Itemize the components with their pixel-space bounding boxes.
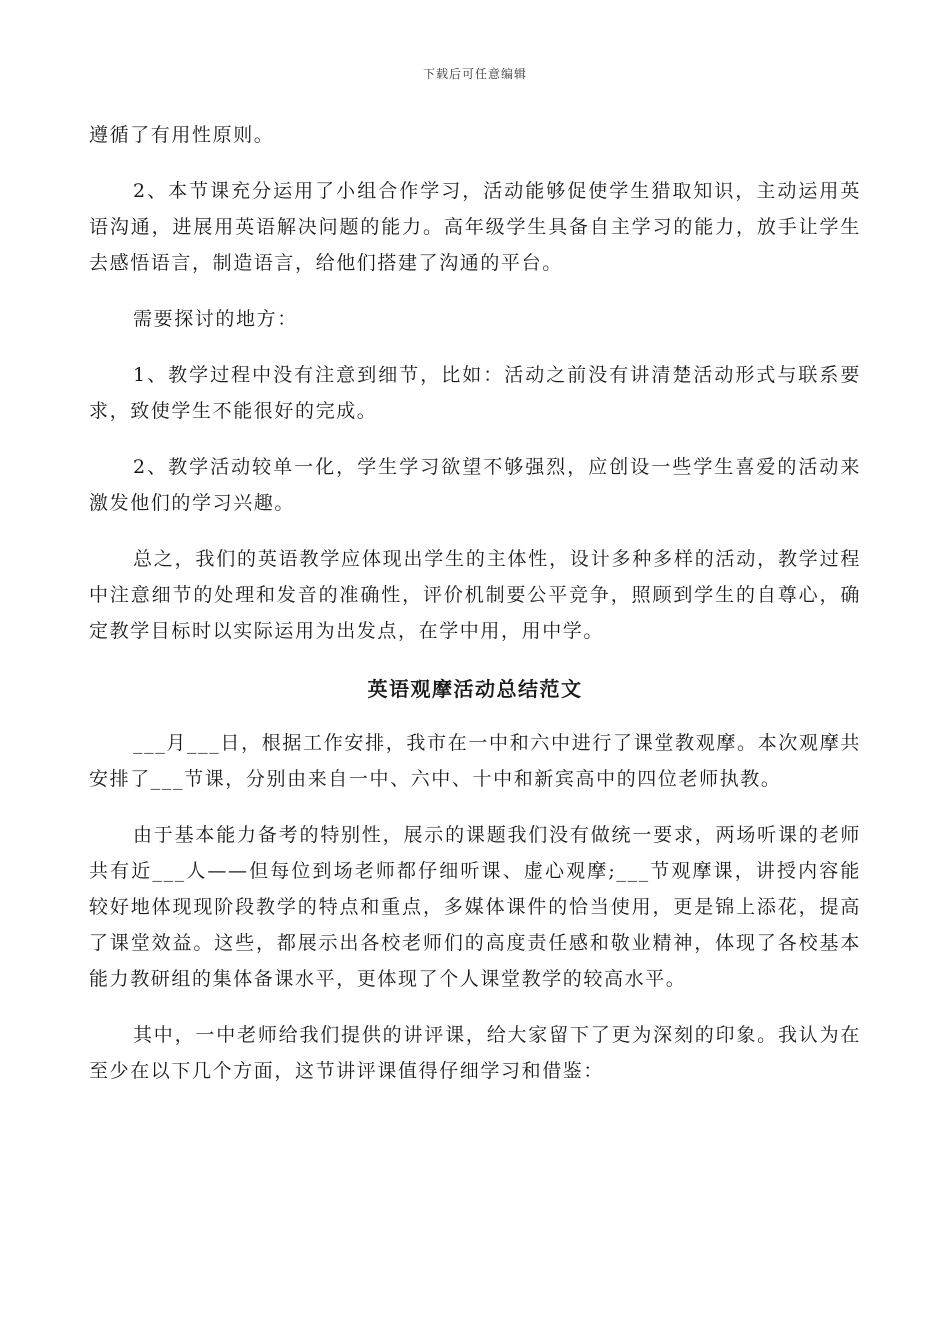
section-title: 英语观摩活动总结范文 [367,677,583,701]
paragraph-conclusion: 总之，我们的英语教学应体现出学生的主体性，设计多种多样的活动，教学过程中注意细节的处理和发音的准确性，评价机制要公平竞争，照顾到学生的自尊心，确定教学目标时以实际运用为出发点，在学中用，用中学。 [89,548,861,642]
header-note: 下载后可任意编辑 [422,67,527,81]
paragraph-issue-1: 1、教学过程中没有注意到细节，比如：活动之前没有讲清楚活动形式与联系要求，致使学生不能很好的完成。 [89,364,861,422]
paragraph-point-2: 2、本节课充分运用了小组合作学习，活动能够促使学生猎取知识，主动运用英语沟通，进展用英语解决问题的能力。高年级学生具备自主学习的能力，放手让学生去感悟语言，制造语言，给他们搭建了沟通的平台。 [89,180,861,274]
paragraph-highlight: 其中，一中老师给我们提供的讲评课，给大家留下了更为深刻的印象。我认为在至少在以下几个方面，这节讲评课值得仔细学习和借鉴： [89,1024,861,1082]
paragraph-intro: ___月___日，根据工作安排，我市在一中和六中进行了课堂教观摩。本次观摩共安排了___节课，分别由来自一中、六中、十中和新宾高中的四位老师执教。 [89,732,861,790]
paragraph-issue-2: 2、教学活动较单一化，学生学习欲望不够强烈，应创设一些学生喜爱的活动来激发他们的学习兴趣。 [89,456,861,514]
paragraph-continuation: 遵循了有用性原则。 [89,124,275,146]
paragraph-overview: 由于基本能力备考的特别性，展示的课题我们没有做统一要求，两场听课的老师共有近___人——但每位到场老师都仔细听课、虚心观摩;___节观摩课，讲授内容能较好地体现现阶段教学的特点和重点，多媒体课件的恰当使用，更是锦上添花，提高了课堂效益。这些，都展示出各校老师们的高度责任感和敬业精神，体现了各校基本能力教研组的集体备课水平，更体现了个人课堂教学的较高水平。 [89,824,861,990]
document-body [89,117,861,1089]
paragraph-discussion-heading: 需要探讨的地方： [133,308,298,330]
